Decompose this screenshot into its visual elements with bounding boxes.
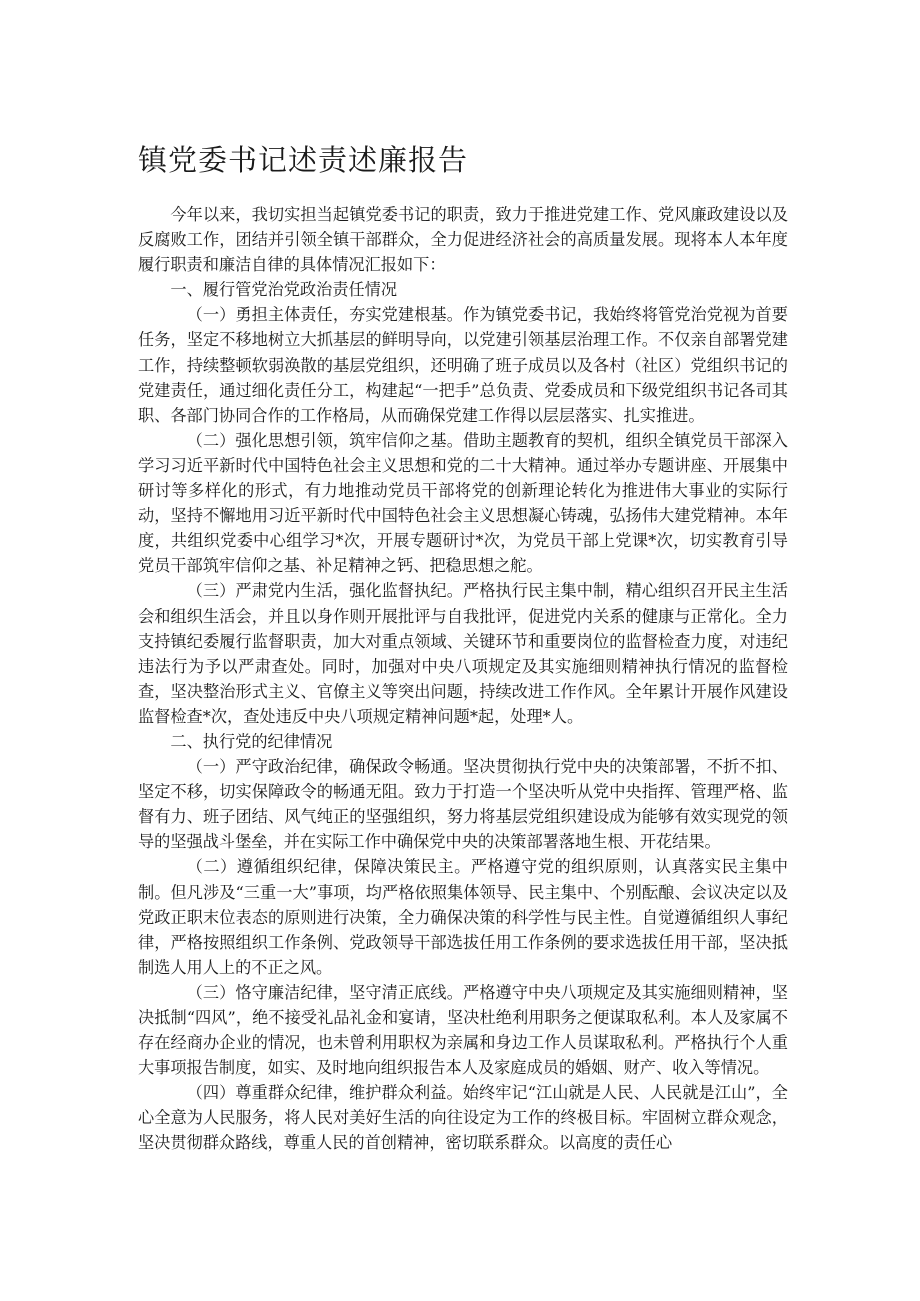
section-2-paragraph-4: （四）尊重群众纪律，维护群众利益。始终牢记“江山就是人民、人民就是江山”，全心全意为人民服务，将人民对美好生活的向往设定为工作的终极目标。牢固树立群众观念，坚决贯彻群众路线，尊重人民的首创精神，密切联系群众。以高度的责任心 <box>138 1083 788 1153</box>
section-1-paragraph-2: （二）强化思想引领，筑牢信仰之基。借助主题教育的契机，组织全镇党员干部深入学习习近平新时代中国特色社会主义思想和党的二十大精神。通过举办专题讲座、开展集中研讨等多样化的形式，有力地推动党员干部将党的创新理论转化为推进伟大事业的实际行动，坚持不懈地用习近平新时代中国特色社会主义思想凝心铸魂，弘扬伟大建党精神。本年度，共组织党委中心组学习*次，开展专题研讨*次，为党员干部上党课*次，切实教育引导党员干部筑牢信仰之基、补足精神之钙、把稳思想之舵。 <box>138 430 788 576</box>
document-title: 镇党委书记述责述廉报告 <box>138 143 469 177</box>
section-heading-2: 二、执行党的纪律情况 <box>170 731 333 751</box>
intro-paragraph: 今年以来，我切实担当起镇党委书记的职责，致力于推进党建工作、党风廉政建设以及反腐败工作，团结并引领全镇干部群众，全力促进经济社会的高质量发展。现将本人本年度履行职责和廉洁自律的具体情况汇报如下： <box>138 205 788 275</box>
document-page <box>138 138 788 1156</box>
section-2-paragraph-1: （一）严守政治纪律，确保政令畅通。坚决贯彻执行党中央的决策部署，不折不扣、坚定不移，切实保障政令的畅通无阻。致力于打造一个坚决听从党中央指挥、管理严格、监督有力、班子团结、风气纯正的坚强组织，努力将基层党组织建设成为能够有效实现党的领导的坚强战斗堡垒，并在实际工作中确保党中央的决策部署落地生根、开花结果。 <box>138 757 788 852</box>
section-heading-1: 一、履行管党治党政治责任情况 <box>170 280 398 300</box>
section-2-paragraph-2: （二）遵循组织纪律，保障决策民主。严格遵守党的组织原则，认真落实民主集中制。但凡涉及“三重一大”事项，均严格依照集体领导、民主集中、个别酝酿、会议决定以及党政正职末位表态的原则进行决策，全力确保决策的科学性与民主性。自觉遵循组织人事纪律，严格按照组织工作条例、党政领导干部选拔任用工作条例的要求选拔任用干部，坚决抵制选人用人上的不正之风。 <box>138 857 788 977</box>
section-2-paragraph-3: （三）恪守廉洁纪律，坚守清正底线。严格遵守中央八项规定及其实施细则精神，坚决抵制“四风”，绝不接受礼品礼金和宴请，坚决杜绝利用职务之便谋取私利。本人及家属不存在经商办企业的情况，也未曾利用职权为亲属和身边工作人员谋取私利。严格执行个人重大事项报告制度，如实、及时地向组织报告本人及家庭成员的婚姻、财产、收入等情况。 <box>138 982 788 1078</box>
section-1-paragraph-1: （一）勇担主体责任，夯实党建根基。作为镇党委书记，我始终将管党治党视为首要任务，坚定不移地树立大抓基层的鲜明导向，以党建引领基层治理工作。不仅亲自部署党建工作，持续整顿软弱涣散的基层党组织，还明确了班子成员以及各村（社区）党组织书记的党建责任，通过细化责任分工，构建起“一把手”总负责、党委成员和下级党组织书记各司其职、各部门协同合作的工作格局，从而确保党建工作得以层层落实、扎实推进。 <box>138 305 788 425</box>
section-1-paragraph-3: （三）严肃党内生活，强化监督执纪。严格执行民主集中制，精心组织召开民主生活会和组织生活会，并且以身作则开展批评与自我批评，促进党内关系的健康与正常化。全力支持镇纪委履行监督职责，加大对重点领域、关键环节和重要岗位的监督检查力度，对违纪违法行为予以严肃查处。同时，加强对中央八项规定及其实施细则精神执行情况的监督检查，坚决整治形式主义、官僚主义等突出问题，持续改进工作作风。全年累计开展作风建设监督检查*次，查处违反中央八项规定精神问题*起，处理*人。 <box>138 581 788 726</box>
